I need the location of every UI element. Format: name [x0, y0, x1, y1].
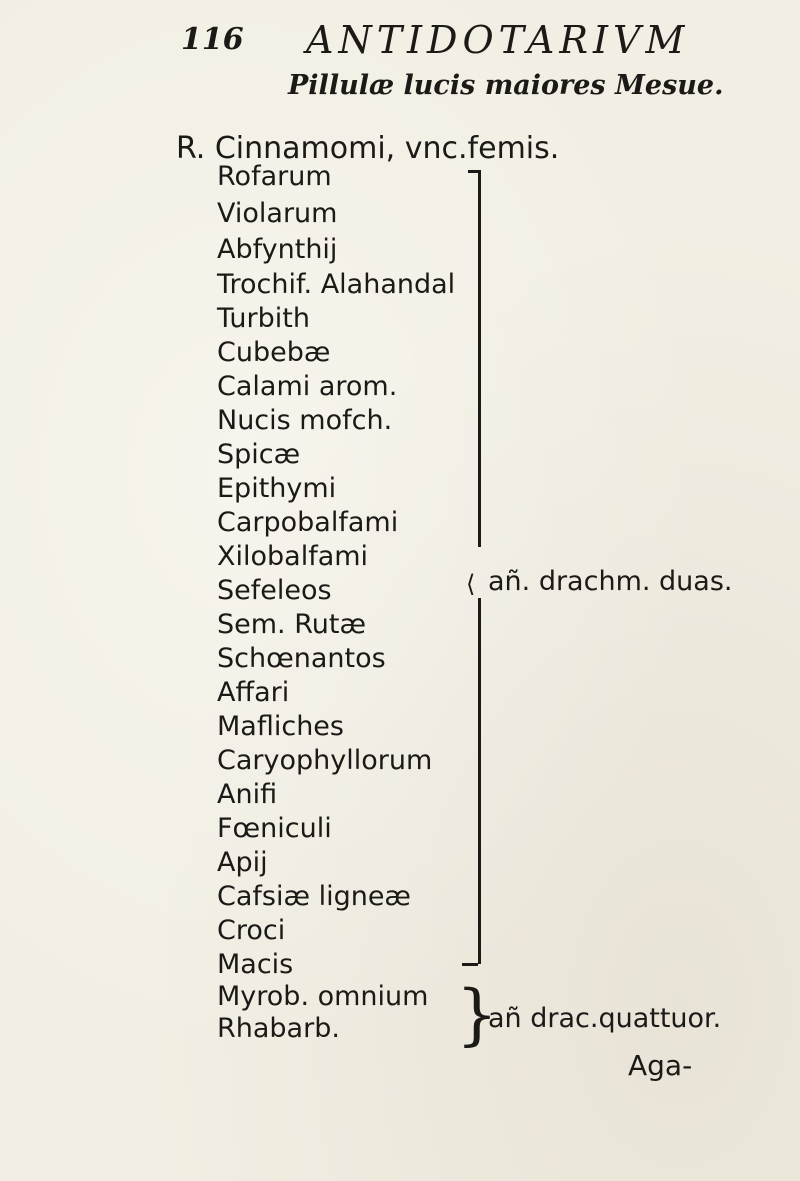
brace-line-lower	[478, 598, 481, 964]
brace-line-upper	[478, 172, 481, 547]
ingredient-item: Anifi	[217, 779, 278, 810]
recipe-first-line: R. Cinnamomi, vnc.femis.	[176, 131, 560, 166]
ingredient-item: Apij	[217, 847, 268, 878]
ingredient-item: Epithymi	[217, 473, 337, 504]
dose-group-1: añ. drachm. duas.	[488, 566, 733, 597]
ingredient-item: Rofarum	[217, 161, 332, 192]
ingredient-item: Fœniculi	[217, 813, 332, 844]
ingredient-item: Sefeleos	[217, 575, 332, 606]
ingredient-item: Turbith	[217, 303, 310, 334]
ingredient-item: Carpobalfami	[217, 507, 399, 538]
ingredient-item: Xilobalfami	[217, 541, 369, 572]
ingredient-item: Violarum	[217, 198, 338, 229]
brace-point: ⟨	[466, 570, 476, 598]
ingredient-item: Abfynthij	[217, 234, 338, 265]
page-number: 116	[181, 22, 244, 57]
dose-group-2: añ drac.quattuor.	[488, 1003, 722, 1034]
ingredient-item: Sem. Rutæ	[217, 609, 366, 640]
ingredient-item: Caryophyllorum	[217, 745, 433, 776]
ingredient-item: Croci	[217, 915, 286, 946]
ingredient-item: Cubebæ	[217, 337, 331, 368]
recipe-title: Pillulæ lucis maiores Mesue.	[288, 70, 724, 101]
brace-small: }	[456, 976, 498, 1053]
ingredient-item: Mafliches	[217, 711, 344, 742]
ingredient-item: Rhabarb.	[217, 1013, 340, 1044]
catchword: Aga-	[628, 1049, 693, 1082]
ingredient-item: Nucis mofch.	[217, 405, 393, 436]
brace-bottom-cap	[462, 963, 478, 966]
ingredient-item: Affari	[217, 677, 290, 708]
ingredient-item: Spicæ	[217, 439, 301, 470]
ingredient-item: Trochif. Alahandal	[217, 269, 456, 300]
ingredient-item: Myrob. omnium	[217, 981, 429, 1012]
ingredient-item: Macis	[217, 949, 294, 980]
ingredient-item: Cafsiæ ligneæ	[217, 881, 411, 912]
running-head: ANTIDOTARIVM	[306, 18, 690, 62]
ingredient-item: Schœnantos	[217, 643, 386, 674]
ingredient-item: Calami arom.	[217, 371, 398, 402]
